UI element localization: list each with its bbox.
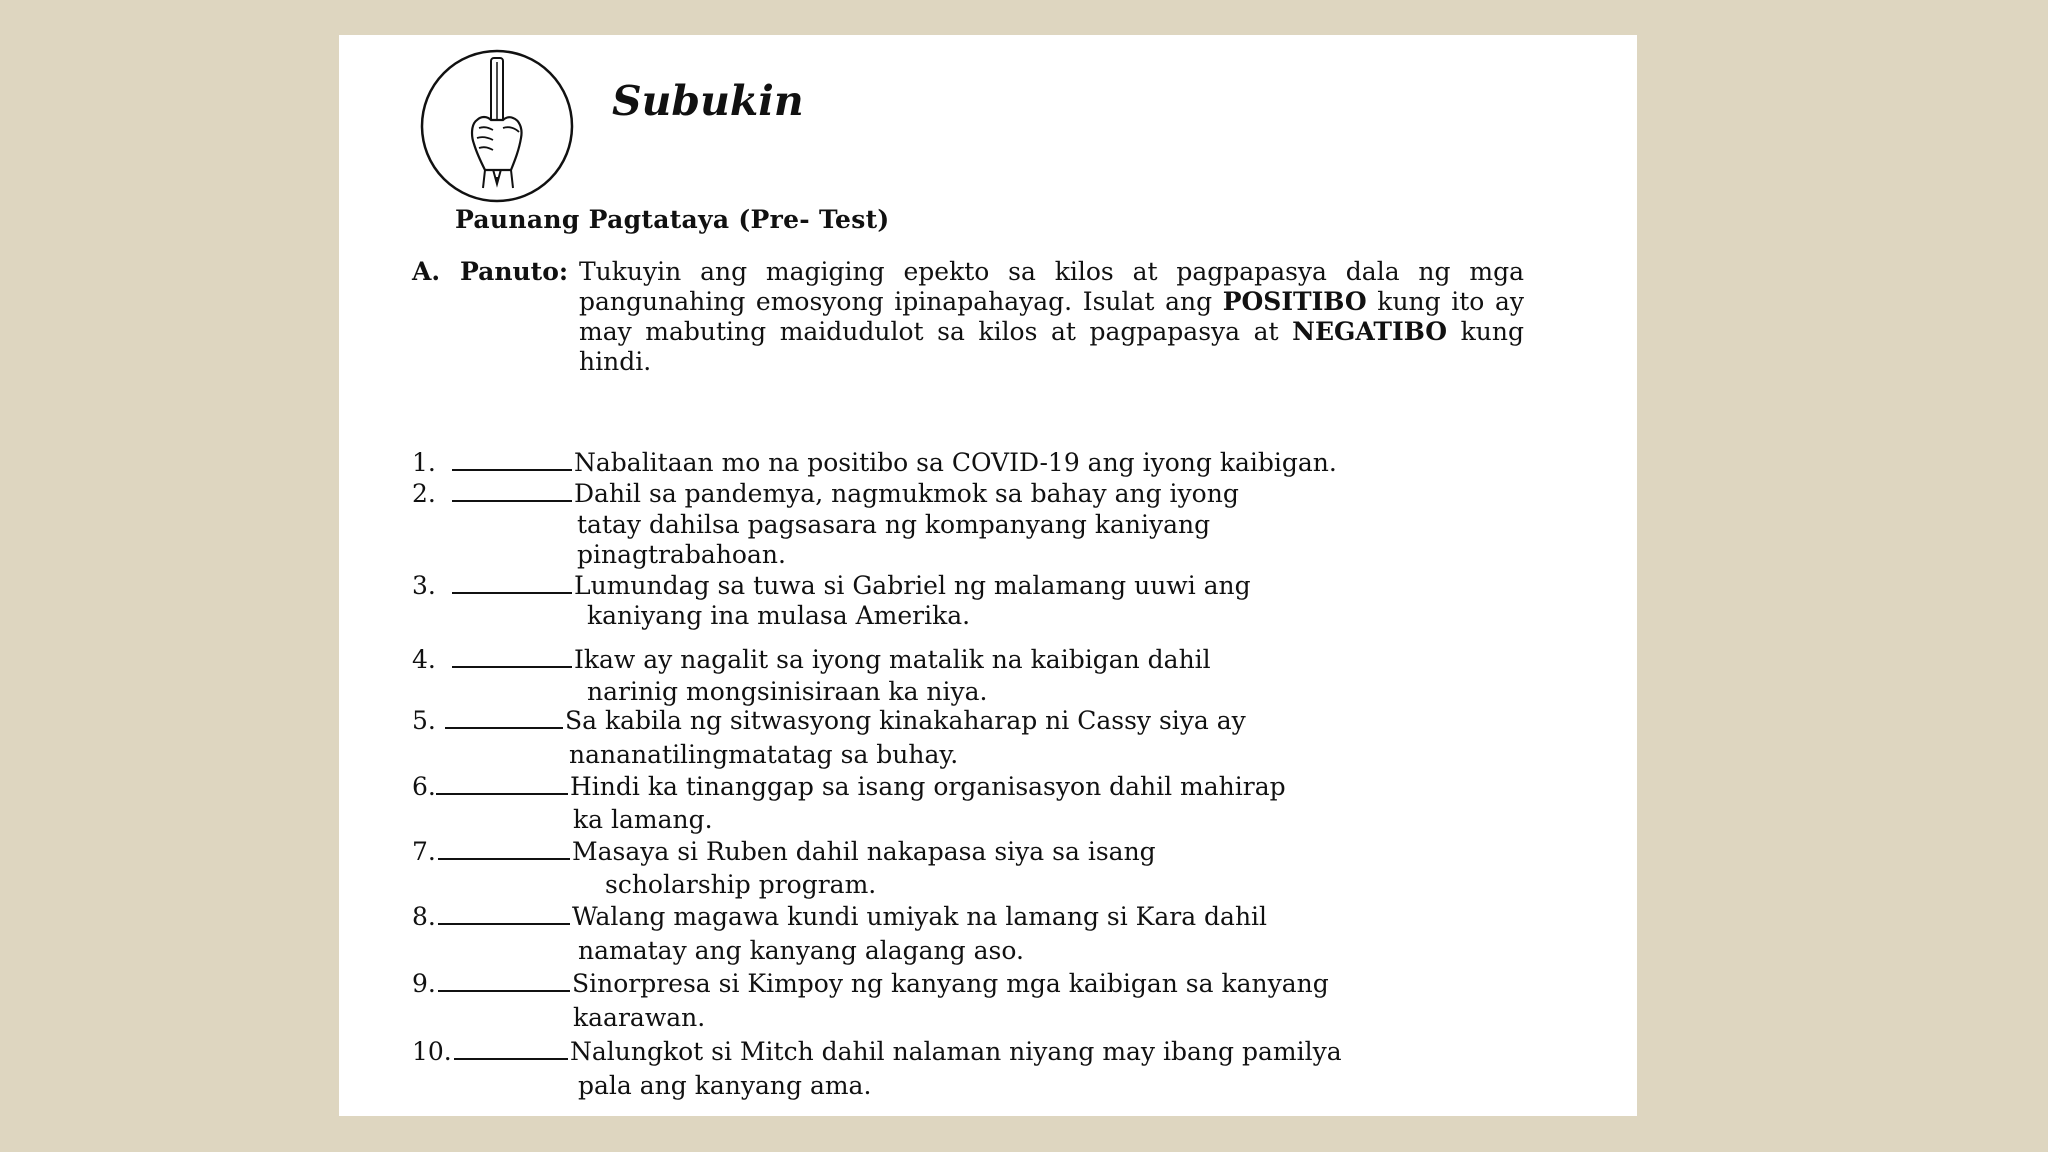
item-text: Nabalitaan mo na positibo sa COVID-19 ang iyong kaibigan. bbox=[574, 448, 1337, 477]
item-number: 1. bbox=[412, 448, 436, 477]
question-item bbox=[412, 705, 1246, 737]
item-number: 8. bbox=[412, 902, 436, 931]
page-subtitle: Paunang Pagtataya (Pre- Test) bbox=[455, 205, 890, 234]
question-item bbox=[412, 1036, 1342, 1068]
item-text-continuation: nananatilingmatatag sa buhay. bbox=[569, 740, 959, 769]
answer-blank[interactable] bbox=[452, 570, 572, 594]
item-text-continuation: namatay ang kanyang alagang aso. bbox=[578, 936, 1024, 965]
item-number: 10. bbox=[412, 1037, 452, 1066]
question-item bbox=[412, 478, 1239, 510]
item-number: 5. bbox=[412, 706, 436, 735]
item-text: Walang magawa kundi umiyak na lamang si Kara dahil bbox=[572, 902, 1268, 931]
item-text-continuation: pinagtrabahoan. bbox=[577, 540, 786, 569]
answer-blank[interactable] bbox=[438, 968, 570, 992]
item-text-continuation: tatay dahilsa pagsasara ng kompanyang kaniyang bbox=[577, 510, 1211, 539]
question-item bbox=[412, 901, 1267, 933]
directions-text: Tukuyin ang magiging epekto sa kilos at pagpapasya dala ng mga pangunahing emosyong ipinapahayag. Isulat ang POSITIBO kung ito ay may mabuting maidudulot sa kilos at pagpapasya at NEGATIBO kung hindi. bbox=[579, 257, 1524, 376]
directions-marker: A. bbox=[412, 257, 441, 286]
answer-blank[interactable] bbox=[436, 771, 568, 795]
item-number: 3. bbox=[412, 571, 436, 600]
answer-blank[interactable] bbox=[452, 478, 572, 502]
item-text-continuation: scholarship program. bbox=[605, 870, 877, 899]
item-number: 2. bbox=[412, 479, 436, 508]
answer-blank[interactable] bbox=[452, 644, 572, 668]
hand-holding-pencil-icon bbox=[419, 48, 575, 204]
item-number: 7. bbox=[412, 837, 436, 866]
answer-blank[interactable] bbox=[438, 836, 570, 860]
item-text: Ikaw ay nagalit sa iyong matalik na kaibigan dahil bbox=[574, 645, 1211, 674]
item-text-continuation: narinig mongsinisiraan ka niya. bbox=[587, 677, 988, 706]
item-text: Sa kabila ng sitwasyong kinakaharap ni Cassy siya ay bbox=[565, 706, 1246, 735]
item-number: 9. bbox=[412, 969, 436, 998]
item-text: Masaya si Ruben dahil nakapasa siya sa isang bbox=[572, 837, 1156, 866]
answer-blank[interactable] bbox=[452, 447, 572, 471]
item-text-continuation: ka lamang. bbox=[573, 805, 713, 834]
question-item bbox=[412, 447, 1337, 479]
item-text: Sinorpresa si Kimpoy ng kanyang mga kaibigan sa kanyang bbox=[572, 969, 1329, 998]
question-item bbox=[412, 771, 1286, 803]
item-text-continuation: kaarawan. bbox=[573, 1003, 706, 1032]
item-number: 6. bbox=[412, 772, 436, 801]
directions-label: Panuto: bbox=[460, 257, 569, 286]
item-text: Hindi ka tinanggap sa isang organisasyon dahil mahirap bbox=[570, 772, 1286, 801]
answer-blank[interactable] bbox=[438, 901, 570, 925]
item-number: 4. bbox=[412, 645, 436, 674]
question-item bbox=[412, 968, 1329, 1000]
item-text-continuation: pala ang kanyang ama. bbox=[578, 1071, 872, 1100]
worksheet-page bbox=[339, 35, 1637, 1116]
answer-blank[interactable] bbox=[445, 705, 563, 729]
answer-blank[interactable] bbox=[454, 1036, 568, 1060]
item-text-continuation: kaniyang ina mulasa Amerika. bbox=[587, 601, 971, 630]
page-title: Subukin bbox=[612, 77, 804, 125]
item-text: Nalungkot si Mitch dahil nalaman niyang may ibang pamilya bbox=[570, 1037, 1342, 1066]
directions-block bbox=[412, 257, 1524, 377]
question-item bbox=[412, 570, 1251, 602]
item-text: Dahil sa pandemya, nagmukmok sa bahay ang iyong bbox=[574, 479, 1239, 508]
question-item bbox=[412, 644, 1211, 676]
item-text: Lumundag sa tuwa si Gabriel ng malamang uuwi ang bbox=[574, 571, 1251, 600]
question-item bbox=[412, 836, 1156, 868]
